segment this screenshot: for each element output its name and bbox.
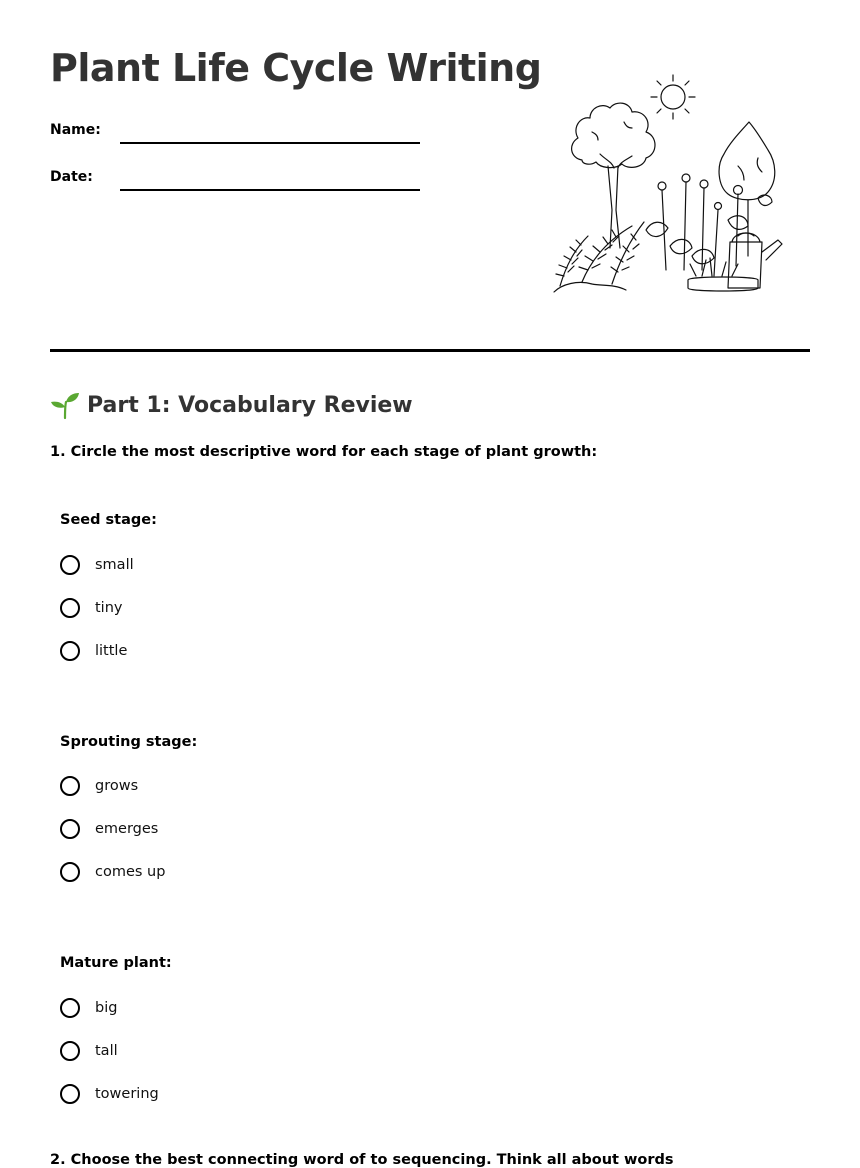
radio-circle[interactable]: [60, 641, 80, 661]
option-little[interactable]: [60, 638, 127, 664]
date-field-row: [50, 169, 430, 199]
page-title: Plant Life Cycle Writing: [50, 46, 542, 90]
date-input[interactable]: [120, 189, 420, 191]
fern-icon: [554, 222, 644, 292]
group-label-seed-stage: Seed stage:: [60, 512, 157, 528]
sun-icon: [651, 75, 695, 119]
seedling-icon: [50, 390, 80, 420]
option-comes-up[interactable]: [60, 859, 165, 885]
section-divider: [50, 349, 810, 352]
group-label-sprouting-stage: Sprouting stage:: [60, 734, 198, 750]
group-label-mature-plant: Mature plant:: [60, 955, 172, 971]
option-label: comes up: [95, 864, 166, 880]
section-title: Part 1: Vocabulary Review: [87, 392, 413, 418]
question-1: 1. Circle the most descriptive word for each stage of plant growth:: [50, 444, 598, 460]
radio-circle[interactable]: [60, 776, 80, 796]
radio-circle[interactable]: [60, 1084, 80, 1104]
radio-circle[interactable]: [60, 819, 80, 839]
radio-circle[interactable]: [60, 998, 80, 1018]
option-label: grows: [95, 778, 139, 794]
garden-illustration: [552, 70, 784, 296]
option-label: tiny: [95, 600, 123, 616]
radio-circle[interactable]: [60, 1041, 80, 1061]
tree-icon: [719, 122, 775, 256]
option-towering[interactable]: [60, 1081, 159, 1107]
question-2: 2. Choose the best connecting word of to sequencing. Think all about words: [50, 1152, 674, 1168]
radio-circle[interactable]: [60, 555, 80, 575]
tree-icon: [572, 103, 655, 248]
radio-circle[interactable]: [60, 862, 80, 882]
radio-circle[interactable]: [60, 598, 80, 618]
option-label: big: [95, 1000, 118, 1016]
name-field-row: [50, 122, 430, 152]
option-emerges[interactable]: [60, 816, 158, 842]
section-heading: [50, 388, 413, 422]
option-small[interactable]: [60, 552, 134, 578]
option-label: towering: [95, 1086, 159, 1102]
option-label: little: [95, 643, 128, 659]
option-label: emerges: [95, 821, 159, 837]
name-label: Name:: [50, 122, 101, 138]
flower-icon: [646, 174, 772, 276]
option-tiny[interactable]: [60, 595, 123, 621]
option-label: tall: [95, 1043, 118, 1059]
option-tall[interactable]: [60, 1038, 118, 1064]
date-label: Date:: [50, 169, 93, 185]
option-big[interactable]: [60, 995, 117, 1021]
option-label: small: [95, 557, 134, 573]
option-grows[interactable]: [60, 773, 138, 799]
name-input[interactable]: [120, 142, 420, 144]
